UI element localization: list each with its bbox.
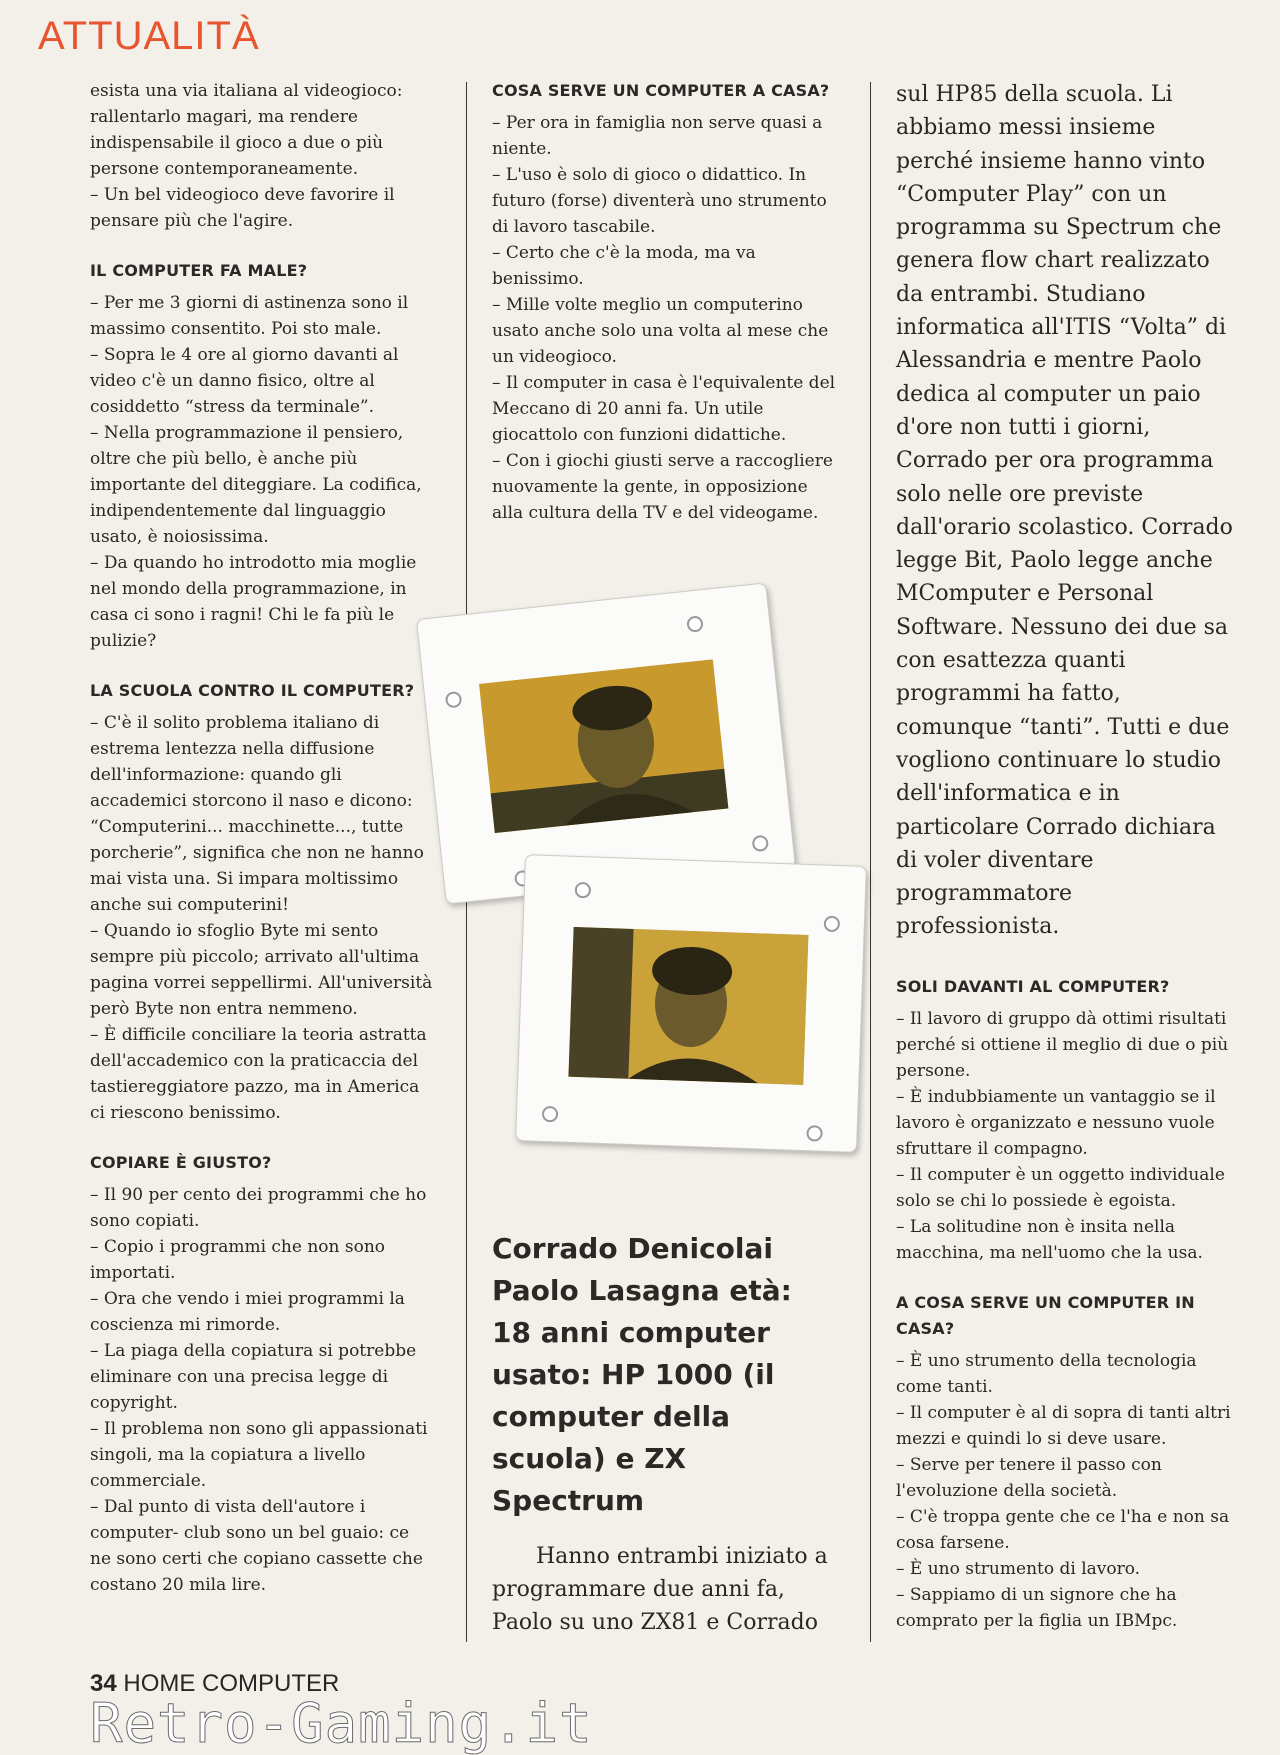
paragraph: – È uno strumento di lavoro. [896, 1558, 1141, 1579]
magazine-name: HOME COMPUTER [123, 1670, 340, 1697]
column-2 [492, 78, 837, 550]
paragraph: – Per ora in famiglia non serve quasi a niente. [492, 113, 823, 159]
portrait-photo-image [479, 659, 728, 833]
profile-text: Hanno entrambi iniziato a programmare due anni fa, Paolo su uno ZX81 e Corrado [492, 1544, 828, 1635]
paragraph: – C'è il solito problema italiano di estrema lentezza nella diffusione dell'informazione: quando gli accademici storcono il naso e dicono: “Computerini... macchinette..., tutte porcherie”, significa che non ne hanno mai vista una. Si impara moltissimo anche sui computerini! [90, 713, 424, 915]
watermark: Retro-Gaming.it [90, 1692, 593, 1755]
paragraph: – Sappiamo di un signore che ha comprato per la figlia un IBMpc. [896, 1584, 1178, 1631]
section-heading: IL COMPUTER FA MALE? [90, 261, 308, 280]
paragraph: – La solitudine non è insita nella macchina, ma nell'uomo che la usa. [896, 1216, 1203, 1263]
paragraph: – Sopra le 4 ore al giorno davanti al video c'è un danno fisico, oltre al cosiddetto “stress da terminale”. [90, 345, 399, 417]
paragraph: – Il problema non sono gli appassionati singoli, ma la copiatura a livello commerciale. [90, 1419, 428, 1491]
paragraph: – È difficile conciliare la teoria astratta dell'accademico con la praticaccia del tastiereggiatore pazzo, ma in America ci riescono benissimo. [90, 1025, 427, 1123]
paragraph: – C'è troppa gente che ce l'ha e non sa cosa farsene. [896, 1506, 1230, 1553]
section-heading: A COSA SERVE UN COMPUTER IN CASA? [896, 1292, 1195, 1338]
page-number: 34 [90, 1670, 117, 1697]
paragraph: sul HP85 della scuola. Li abbiamo messi insieme perché insieme hanno vinto “Computer Play” con un programma su Spectrum che genera flow chart realizzato da entrambi. Studiano informatica all'ITIS “Volta” di Alessandria e mentre Paolo dedica al computer un paio d'ore non tutti i giorni, Corrado per ora programma solo nelle ore previste dall'orario scolastico. Corrado legge Bit, Paolo legge anche MComputer e Personal Software. Nessuno dei due sa con esattezza quanti programmi ha fatto, comunque “tanti”. Tutti e due vogliono continuare lo studio dell'informatica e in particolare Corrado dichiara di voler diventare programmatore professionista. [896, 82, 1233, 940]
section-heading: COPIARE È GIUSTO? [90, 1153, 272, 1172]
paragraph: – Ora che vendo i miei programmi la coscienza mi rimorde. [90, 1289, 405, 1335]
paragraph: – È uno strumento della tecnologia come tanti. [896, 1350, 1197, 1397]
section-heading: LA SCUOLA CONTRO IL COMPUTER? [90, 681, 415, 700]
paragraph: – Copio i programmi che non sono importati. [90, 1237, 386, 1283]
paragraph: – Nella programmazione il pensiero, oltre che più bello, è anche più importante del diteggiare. La codifica, indipendentemente dal linguaggio usato, è noiosissima. [90, 423, 422, 547]
paragraph: – Dal punto di vista dell'autore i computer- club sono un bel guaio: ce ne sono certi che copiano cassette che costano 20 mila lire. [90, 1497, 423, 1595]
column-3 [896, 78, 1236, 1658]
paragraph: – L'uso è solo di gioco o didattico. In futuro (forse) diventerà uno strumento di lavoro tascabile. [492, 165, 827, 237]
portrait-photo [568, 927, 808, 1085]
paragraph: – Per me 3 giorni di astinenza sono il massimo consentito. Poi sto male. [90, 293, 409, 339]
section-heading: COSA SERVE UN COMPUTER A CASA? [492, 81, 830, 100]
column-divider [870, 82, 871, 1642]
profile-paragraph [492, 1540, 837, 1639]
paragraph: – Un bel videogioco deve favorire il pensare più che l'agire. [90, 185, 395, 231]
section-title: ATTUALITÀ [38, 14, 260, 58]
paragraph: – Serve per tenere il passo con l'evoluzione della società. [896, 1454, 1162, 1501]
paragraph: esista una via italiana al videogioco: rallentarlo magari, ma rendere indispensabile il gioco a due o più persone contemporaneamente. [90, 81, 403, 179]
paragraph: – Il computer è al di sopra di tanti altri mezzi e quindi lo si deve usare. [896, 1402, 1231, 1449]
paragraph: – È indubbiamente un vantaggio se il lavoro è organizzato e nessuno vuole sfruttare il compagno. [896, 1086, 1216, 1159]
portrait-photo [479, 659, 728, 833]
paragraph: – Il computer è un oggetto individuale solo se chi lo possiede è egoista. [896, 1164, 1225, 1211]
paragraph: – Con i giochi giusti serve a raccogliere nuovamente la gente, in opposizione alla cultura della TV e del videogame. [492, 451, 833, 523]
paragraph: – Mille volte meglio un computerino usato anche solo una volta al mese che un videogioco. [492, 295, 829, 367]
paragraph: – Il lavoro di gruppo dà ottimi risultati perché si ottiene il meglio di due o più persone. [896, 1008, 1229, 1081]
column-1 [90, 78, 435, 1622]
section-heading: SOLI DAVANTI AL COMPUTER? [896, 976, 1170, 996]
portrait-photo-image [568, 927, 808, 1085]
paragraph: – Il computer in casa è l'equivalente del Meccano di 20 anni fa. Un utile giocattolo con funzioni didattiche. [492, 373, 836, 445]
paragraph: – Da quando ho introdotto mia moglie nel mondo della programmazione, in casa ci sono i ragni! Chi le fa più le pulizie? [90, 553, 417, 651]
paragraph: – La piaga della copiatura si potrebbe eliminare con una precisa legge di copyright. [90, 1341, 417, 1413]
paragraph: – Quando io sfoglio Byte mi sento sempre più piccolo; arrivato all'ultima pagina vorrei seppellirmi. All'università però Byte non entra nemmeno. [90, 921, 433, 1019]
paragraph: – Certo che c'è la moda, ma va benissimo. [492, 243, 756, 289]
photo-slide [515, 854, 867, 1153]
profile-heading: Corrado Denicolai Paolo Lasagna età: 18 anni computer usato: HP 1000 (il computer della scuola) e ZX Spectrum [492, 1232, 792, 1517]
paragraph: – Il 90 per cento dei programmi che ho sono copiati. [90, 1185, 427, 1231]
